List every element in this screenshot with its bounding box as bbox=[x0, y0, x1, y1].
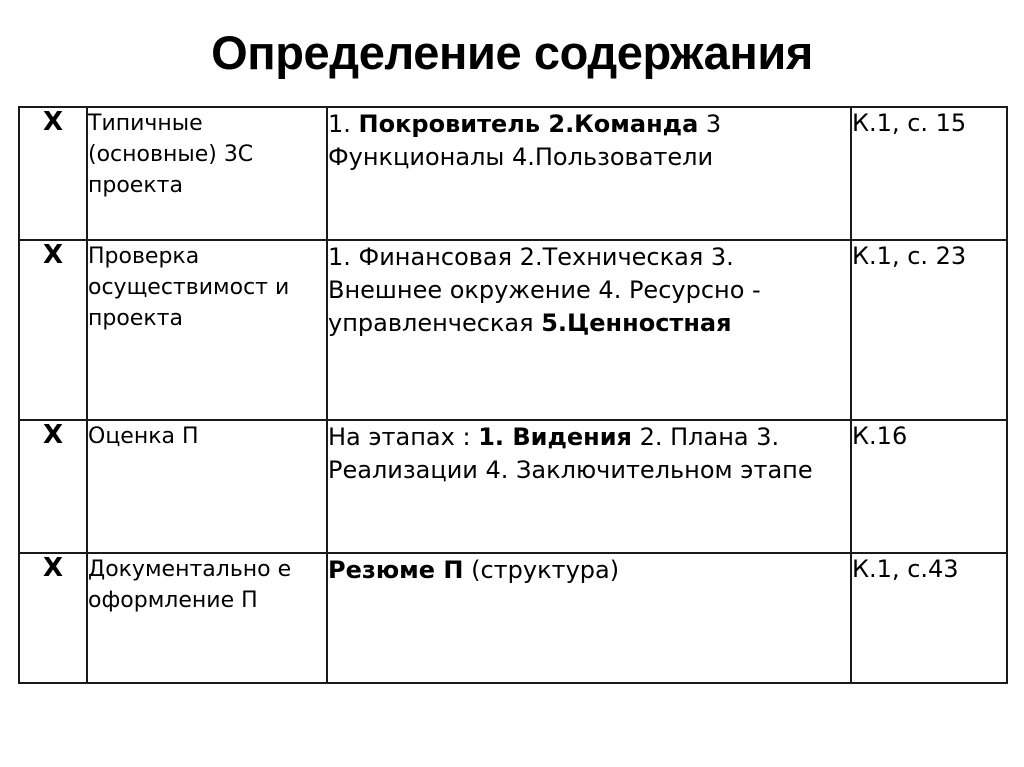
row-reference-3: К.16 bbox=[851, 420, 1007, 553]
row-reference-4: К.1, с.43 bbox=[851, 553, 1007, 683]
row-reference-2: К.1, с. 23 bbox=[851, 240, 1007, 420]
row-mark-2: X bbox=[19, 240, 87, 420]
row-topic-4: Документально е оформление П bbox=[87, 553, 327, 683]
row-mark-1: X bbox=[19, 107, 87, 240]
row-detail-2: 1. Финансовая 2.Техническая 3. Внешнее окружение 4. Ресурсно - управленческая 5.Ценностная bbox=[327, 240, 851, 420]
row-topic-2: Проверка осуществимост и проекта bbox=[87, 240, 327, 420]
table-row bbox=[19, 420, 1007, 553]
page-title: Определение содержания bbox=[211, 26, 813, 79]
row-mark-4: X bbox=[19, 553, 87, 683]
table-row bbox=[19, 553, 1007, 683]
row-detail-3: На этапах : 1. Видения 2. Плана 3. Реализации 4. Заключительном этапе bbox=[327, 420, 851, 553]
row-topic-1: Типичные (основные) 3С проекта bbox=[87, 107, 327, 240]
row-topic-3: Оценка П bbox=[87, 420, 327, 553]
row-detail-1: 1. Покровитель 2.Команда 3 Функционалы 4.Пользователи bbox=[327, 107, 851, 240]
table-row bbox=[19, 240, 1007, 420]
row-mark-3: X bbox=[19, 420, 87, 553]
content-definition-table bbox=[18, 106, 1008, 684]
row-reference-1: К.1, с. 15 bbox=[851, 107, 1007, 240]
table-row bbox=[19, 107, 1007, 240]
row-detail-4: Резюме П (структура) bbox=[327, 553, 851, 683]
